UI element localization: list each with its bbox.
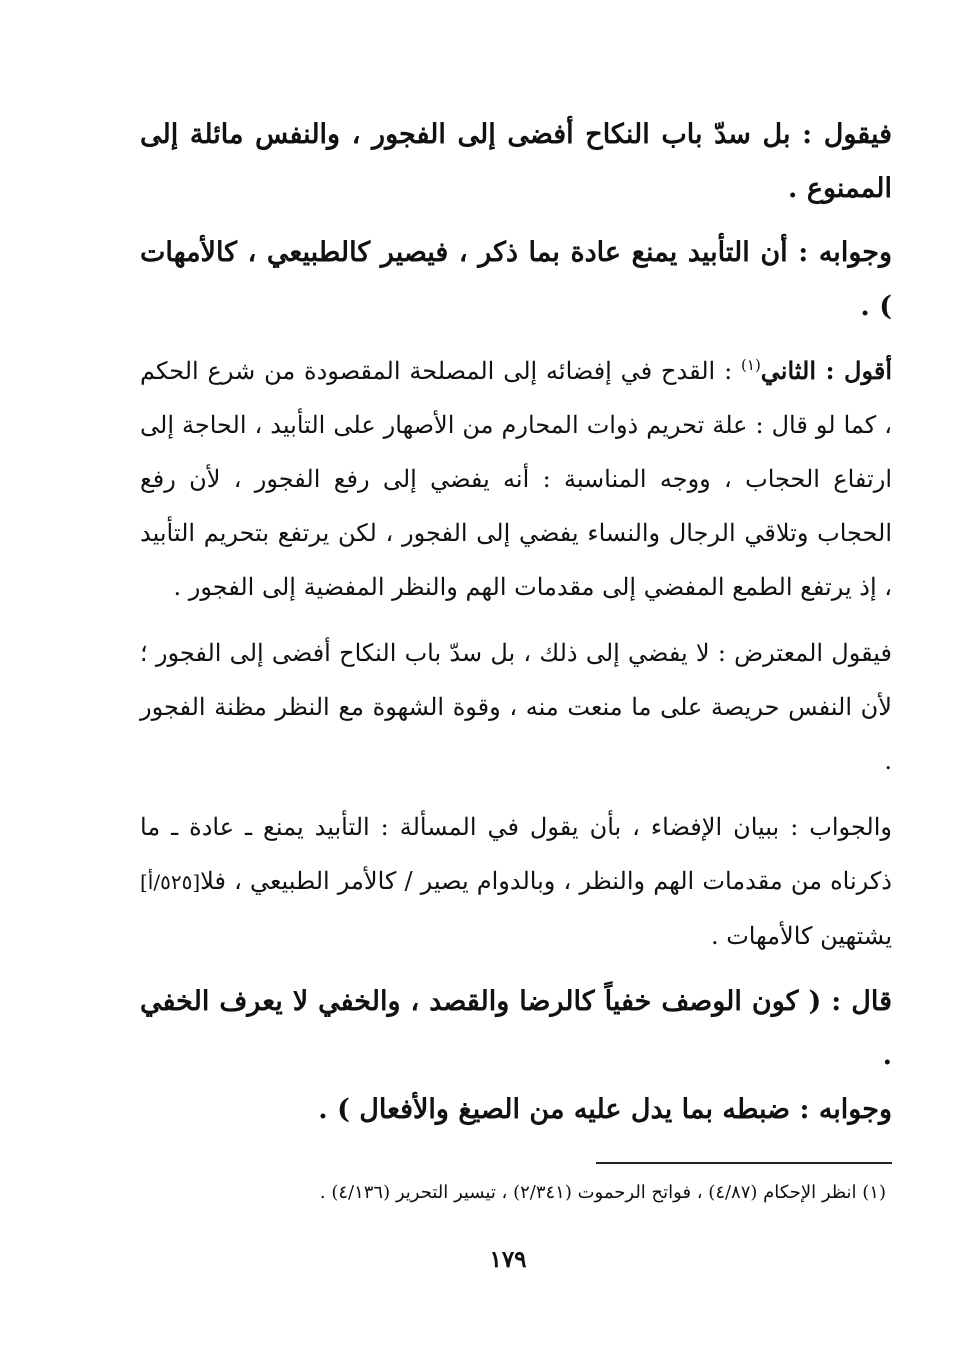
footnote-reference: (١) (741, 356, 761, 374)
manuscript-folio-reference: [٥٢٥/أ] (140, 870, 201, 894)
page-number: ١٧٩ (489, 1246, 527, 1273)
main-text (140, 108, 892, 1137)
footnote-separator (596, 1162, 892, 1164)
paragraph-hidden-attribute-quote: قال : ( كون الوصف خفياً كالرضا والقصد ، والخفي لا يعرف الخفي . (140, 986, 892, 1071)
commentary-body: : القدح في إفضائه إلى المصلحة المقصودة من شرع الحكم ، كما لو قال : علة تحريم ذوات المحارم من الأصهار على التأبيد ، الحاجة إلى ارتفاع الحجاب ، ووجه المناسبة : أنه يفضي إلى رفع الفجور ، لأن رفع الحجاب وتلاقي الرجال والنساء يفضي إلى الفجور ، لكن يرتفع بتحريم التأبيد ، إذ يرتفع الطمع المفضي إلى مقدمات الهم والنظر المفضية إلى الفجور . (140, 357, 892, 601)
paragraph-objector: فيقول المعترض : لا يفضي إلى ذلك ، بل سدّ باب النكاح أفضى إلى الفجور ؛ لأن النفس حريصة على ما منعت منه ، وقوة الشهوة مع النظر مظنة الفجور . (140, 639, 892, 775)
response-part-two: يشتهين كالأمهات . (710, 922, 892, 950)
commentary-lead: أقول : الثاني (760, 356, 893, 385)
paragraph-hidden-attribute-answer: وجوابه : ضبطه بما يدل عليه من الصيغ والأفعال ) . (318, 1094, 892, 1125)
footnote: (١) انظر الإحكام (٤/٨٧) ، فواتح الرحموت (٢/٣٤١) ، تيسير التحرير (٤/١٣٦) . (319, 1182, 886, 1203)
response-part-one: والجواب : ببيان الإفضاء ، بأن يقول في المسألة : التأبيد يمنع ـ عادة ـ ما ذكرناه من مقدمات الهم والنظر ، وبالدوام يصير / كالأمر الطبيعي ، فلا (140, 813, 892, 895)
paragraph-objection-quote: فيقول : بل سدّ باب النكاح أفضى إلى الفجور ، والنفس مائلة إلى الممنوع . (140, 119, 892, 204)
paragraph-answer-quote: وجوابه : أن التأبيد يمنع عادة بما ذكر ، فيصير كالطبيعي ، كالأمهات ) . (140, 237, 892, 322)
paragraph-commentary-second (140, 344, 892, 614)
paragraph-response (140, 800, 892, 963)
